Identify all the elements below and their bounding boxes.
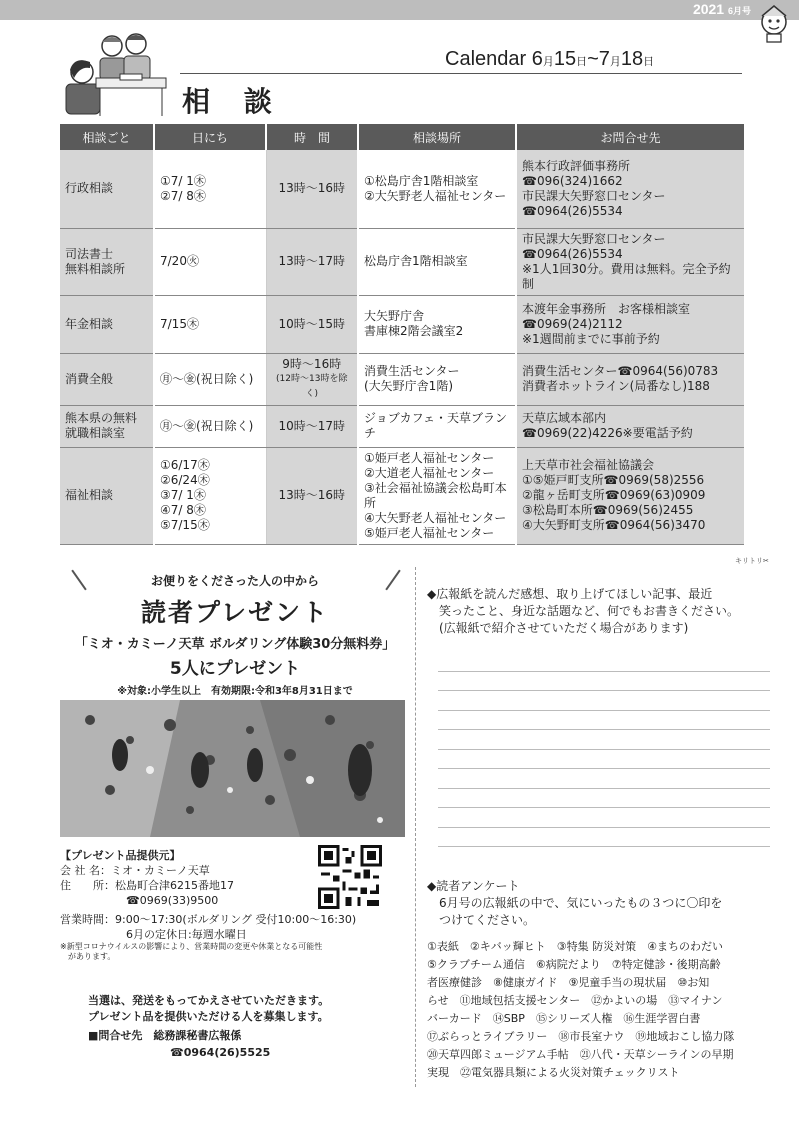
consult-time-main: 13時～16時 <box>278 181 346 196</box>
write-line[interactable] <box>438 730 770 750</box>
cut-label: キリトリ✂ <box>735 557 769 565</box>
survey-item-line: 実現 ㉒電気器具類による火災対策チェックリスト <box>427 1066 680 1079</box>
calendar-period: Calendar 6月15日~7月18日 <box>445 48 655 70</box>
consult-dates <box>154 295 266 353</box>
consult-time <box>266 405 358 447</box>
reader-comment-prompt <box>427 586 787 637</box>
survey-prompt <box>427 878 787 929</box>
provider-note: があります。 <box>60 952 116 961</box>
survey-items[interactable] <box>427 938 777 1082</box>
present-title: 読者プレゼント <box>140 598 329 627</box>
provider-hours: 営業時間：9:00～17:30(ボルダリング 受付10:00～16:30) <box>60 913 357 926</box>
provider-note: ※新型コロナウイルスの影響により、営業時間の変更や休業となる可能性 <box>60 942 323 951</box>
consult-dates-line: ②7/ 8㊍ <box>160 188 206 203</box>
provider-tel: ☎0969(33)9500 <box>126 894 219 907</box>
consultation-table <box>60 124 746 545</box>
consult-contact-line: 熊本行政評価事務所 <box>522 158 631 173</box>
consult-dates <box>154 447 266 544</box>
consult-dates-line: ①7/ 1㊍ <box>160 173 206 188</box>
consult-place-line: ①姫戸老人福祉センター <box>364 450 495 465</box>
survey-item-line: ⑳天草四郎ミュージアム手帖 ㉑八代・天草シーラインの早期 <box>427 1048 734 1061</box>
issue-label: 2021 6月号 <box>692 1 751 17</box>
consult-contact-line: 消費生活センター☎0964(56)0783 <box>522 364 719 378</box>
consult-contact-line: ③松島町本所☎0969(56)2455 <box>522 503 694 517</box>
present-lead: お便りをくださった人の中から <box>150 574 319 588</box>
consult-contact <box>516 405 745 447</box>
consult-place <box>358 295 516 353</box>
comment-write-area[interactable] <box>438 652 770 847</box>
consult-contact-line: 消費者ホットライン(局番なし)188 <box>522 379 710 393</box>
consult-contact <box>516 447 745 544</box>
calendar-underline <box>180 73 742 74</box>
consult-place <box>358 405 516 447</box>
contact-tel: ☎0964(26)5525 <box>170 1046 271 1059</box>
consult-contact <box>516 228 745 295</box>
cut-line <box>415 567 416 1087</box>
prompt-line: 笑ったこと、身近な話題など、何でもお書きください。 <box>427 604 740 618</box>
write-line[interactable] <box>438 652 770 672</box>
consult-contact-line: ②龍ヶ岳町支所☎0969(63)0909 <box>522 488 706 502</box>
consult-contact-line: ※1人1回30分。費用は無料。完全予約制 <box>522 261 731 291</box>
provider-info <box>60 848 415 962</box>
consult-contact-line: 市民課大矢野窓口センター <box>522 188 666 203</box>
consult-time <box>266 150 358 228</box>
consult-contact-line: 本渡年金事務所 お客様相談室 <box>522 301 691 316</box>
consult-place-line: 大矢野庁舎 <box>364 309 425 323</box>
survey-line: 6月号の広報紙の中で、気にいったもの３つに〇印を <box>427 896 723 910</box>
consult-place-line: ②大道老人福祉センター <box>364 465 495 480</box>
write-line[interactable] <box>438 769 770 789</box>
table-row <box>60 447 745 544</box>
provider-closed: 6月の定休日:毎週水曜日 <box>126 928 247 941</box>
consult-time <box>266 228 358 295</box>
mascot-icon <box>755 4 793 44</box>
consult-time <box>266 353 358 405</box>
table-row <box>60 295 745 353</box>
consult-place-line: (大矢野庁舎1階) <box>364 379 453 393</box>
table-row <box>60 150 745 228</box>
consult-contact-line: ※1週間前までに事前予約 <box>522 331 660 346</box>
write-line[interactable] <box>438 750 770 770</box>
provider-address: 住 所：松島町合津6215番地17 <box>60 879 234 892</box>
closing-text <box>88 993 329 1025</box>
consult-time-main: 13時～17時 <box>278 254 346 268</box>
prompt-line: (広報紙で紹介させていただく場合があります) <box>427 621 689 635</box>
table-row <box>60 405 745 447</box>
consultation-illustration-icon <box>60 30 170 118</box>
consult-dates-line: ㊊～㊎(祝日除く) <box>160 418 254 433</box>
consult-place-line: ジョブカフェ・天草ブランチ <box>364 411 508 440</box>
consult-dates-line: ⑤7/15㊍ <box>160 518 210 532</box>
consult-contact-line: ☎0969(22)4226※要電話予約 <box>522 426 693 440</box>
prompt-line: ◆広報紙を読んだ感想、取り上げてほしい記事、最近 <box>427 587 713 601</box>
consult-contact-line: 上天草市社会福祉協議会 <box>522 458 655 472</box>
write-line[interactable] <box>438 789 770 809</box>
consult-contact <box>516 295 745 353</box>
consult-place-line: ①松島庁舎1階相談室 <box>364 173 479 188</box>
consult-time <box>266 295 358 353</box>
consult-place-line: ③社会福祉協議会松島町本所 <box>364 480 507 510</box>
consult-place-line: ④大矢野老人福祉センター <box>364 510 507 525</box>
consult-time-main: 9時～16時 <box>282 356 342 371</box>
consult-contact-line: ☎0964(26)5534 <box>522 203 623 218</box>
survey-line: つけてください。 <box>427 913 536 927</box>
closing-line: プレゼント品を提供いただける人を募集します。 <box>88 1010 329 1023</box>
provider-heading: 【プレゼント品提供元】 <box>60 849 181 862</box>
consult-contact-line: ☎096(324)1662 <box>522 173 623 188</box>
present-conditions: ※対象:小学生以上 有効期限:令和3年8月31日まで <box>117 686 353 697</box>
consult-type: 司法書士 無料相談所 <box>60 228 154 295</box>
survey-item-line: らせ ⑪地域包括支援センター ⑫かよいの場 ⑬マイナン <box>427 994 723 1007</box>
survey-item-line: ⑰ぶらっとライブラリー ⑱市長室ナウ ⑲地域おこし協力隊 <box>427 1030 735 1043</box>
consult-time-main: 10時～17時 <box>278 418 346 433</box>
consult-place-line: 消費生活センター <box>364 364 460 378</box>
present-count: 5人にプレゼント <box>169 659 301 679</box>
section-title: 相 談 <box>182 85 284 118</box>
consult-place-line: 書庫棟2階会議室2 <box>364 324 464 338</box>
consult-contact-line: 天草広域本部内 <box>522 411 607 425</box>
consult-time-main: 10時～15時 <box>278 316 346 331</box>
consult-contact-line: ①⑤姫戸町支所☎0969(58)2556 <box>522 473 705 487</box>
consult-contact-line: 市民課大矢野窓口センター <box>522 231 666 246</box>
consult-place <box>358 150 516 228</box>
survey-item-line: 者医療健診 ⑧健康ガイド ⑨児童手当の現状届 ⑩お知 <box>427 976 710 989</box>
present-heading <box>60 568 410 697</box>
consult-time <box>266 447 358 544</box>
consult-place <box>358 228 516 295</box>
consult-time-note: (12時～13時を除く) <box>276 373 348 399</box>
consult-dates-line: ④7/ 8㊍ <box>160 503 206 517</box>
consult-time-main: 13時～16時 <box>278 488 346 502</box>
provider-company: 会 社 名：ミオ・カミーノ天草 <box>60 864 210 877</box>
write-line[interactable] <box>438 808 770 828</box>
consult-dates-line: ㊊～㊎(祝日除く) <box>160 371 254 386</box>
consult-place <box>358 353 516 405</box>
consult-dates-line: 7/20㊋ <box>160 254 199 268</box>
header-bar <box>0 0 799 20</box>
consult-dates <box>154 405 266 447</box>
consult-type: 消費全般 <box>60 353 154 405</box>
consult-contact <box>516 150 745 228</box>
survey-item-line: ①表紙 ②キバッ輝ヒト ③特集 防災対策 ④まちのわだい <box>427 940 723 953</box>
consult-place-line: ⑤姫戸老人福祉センター <box>364 525 495 540</box>
consult-contact-line: ④大矢野町支所☎0964(56)3470 <box>522 518 706 532</box>
consult-dates-line: ①6/17㊍ <box>160 458 210 472</box>
consult-place <box>358 447 516 544</box>
table-row <box>60 353 745 405</box>
consult-type: 行政相談 <box>60 150 154 228</box>
consult-place-line: 松島庁舎1階相談室 <box>364 254 468 268</box>
contact-label: ■問合せ先 総務課秘書広報係 <box>88 1029 242 1042</box>
col-header: 時 間 <box>266 124 358 150</box>
col-header: 相談場所 <box>358 124 516 150</box>
write-line[interactable] <box>438 828 770 848</box>
consult-dates-line: ②6/24㊍ <box>160 473 210 487</box>
col-header: お問合せ先 <box>516 124 745 150</box>
col-header: 日にち <box>154 124 266 150</box>
consult-place-line: ②大矢野老人福祉センター <box>364 188 507 203</box>
bouldering-photo <box>60 700 405 837</box>
present-item: 「ミオ・カミーノ天草 ボルダリング体験30分無料券」 <box>74 637 396 652</box>
consult-dates <box>154 353 266 405</box>
consult-type: 福祉相談 <box>60 447 154 544</box>
write-line[interactable] <box>438 691 770 711</box>
contact-info <box>88 1027 270 1061</box>
write-line[interactable] <box>438 711 770 731</box>
consult-dates-line: ③7/ 1㊍ <box>160 488 206 502</box>
table-row <box>60 228 745 295</box>
consult-dates-line: 7/15㊍ <box>160 316 199 331</box>
consult-type: 年金相談 <box>60 295 154 353</box>
survey-item-line: バーカード ⑭SBP ⑮シリーズ人権 ⑯生涯学習白書 <box>427 1012 701 1025</box>
col-header: 相談ごと <box>60 124 154 150</box>
consult-contact-line: ☎0964(26)5534 <box>522 246 623 261</box>
consult-contact <box>516 353 745 405</box>
closing-line: 当選は、発送をもってかえさせていただきます。 <box>88 994 330 1007</box>
survey-item-line: ⑤クラブチーム通信 ⑥病院だより ⑦特定健診・後期高齢 <box>427 958 721 971</box>
table-header-row <box>60 124 745 150</box>
survey-title: ◆読者アンケート <box>427 879 520 893</box>
consult-type: 熊本県の無料 就職相談室 <box>60 405 154 447</box>
consult-contact-line: ☎0969(24)2112 <box>522 316 623 331</box>
consult-dates <box>154 228 266 295</box>
consult-dates <box>154 150 266 228</box>
write-line[interactable] <box>438 672 770 692</box>
